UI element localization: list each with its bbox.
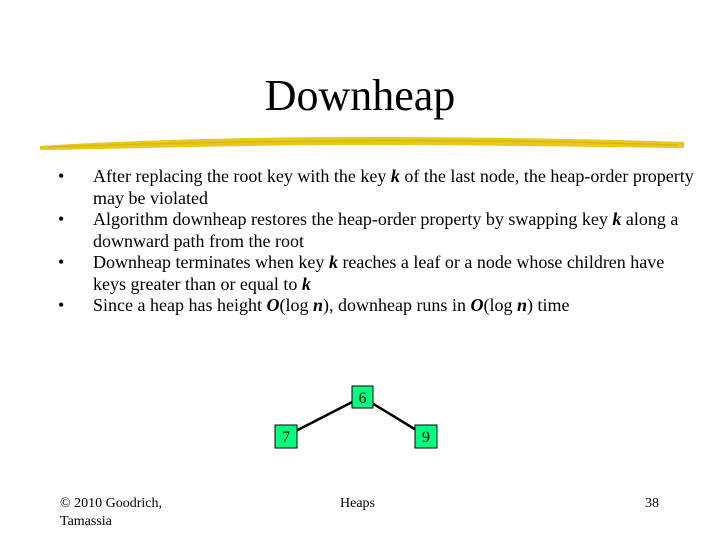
svg-text:9: 9 bbox=[422, 429, 430, 446]
bullet-item: • After replacing the root key with the key k of the last node, the heap-order property may be violated bbox=[58, 166, 694, 208]
bullet-item: • Since a heap has height O(log n), downheap runs in O(log n) time bbox=[58, 295, 570, 315]
bullet-item: • Downheap terminates when key k reaches a leaf or a node whose children have keys greater than or equal to k bbox=[58, 252, 665, 294]
bullet-item: • Algorithm downheap restores the heap-order property by swapping key k along a downward path from the root bbox=[58, 209, 679, 251]
tree-node-right bbox=[415, 425, 437, 448]
svg-text:6: 6 bbox=[358, 390, 367, 407]
slide-title: Downheap bbox=[264, 71, 456, 120]
tree-node-root bbox=[352, 386, 373, 408]
page-number: 38 bbox=[645, 496, 659, 511]
svg-text:7: 7 bbox=[282, 429, 290, 446]
footer-copyright: © 2010 Goodrich, Tamassia bbox=[60, 496, 163, 529]
tree-node-left bbox=[275, 425, 297, 448]
footer-topic: Heaps bbox=[340, 496, 375, 511]
